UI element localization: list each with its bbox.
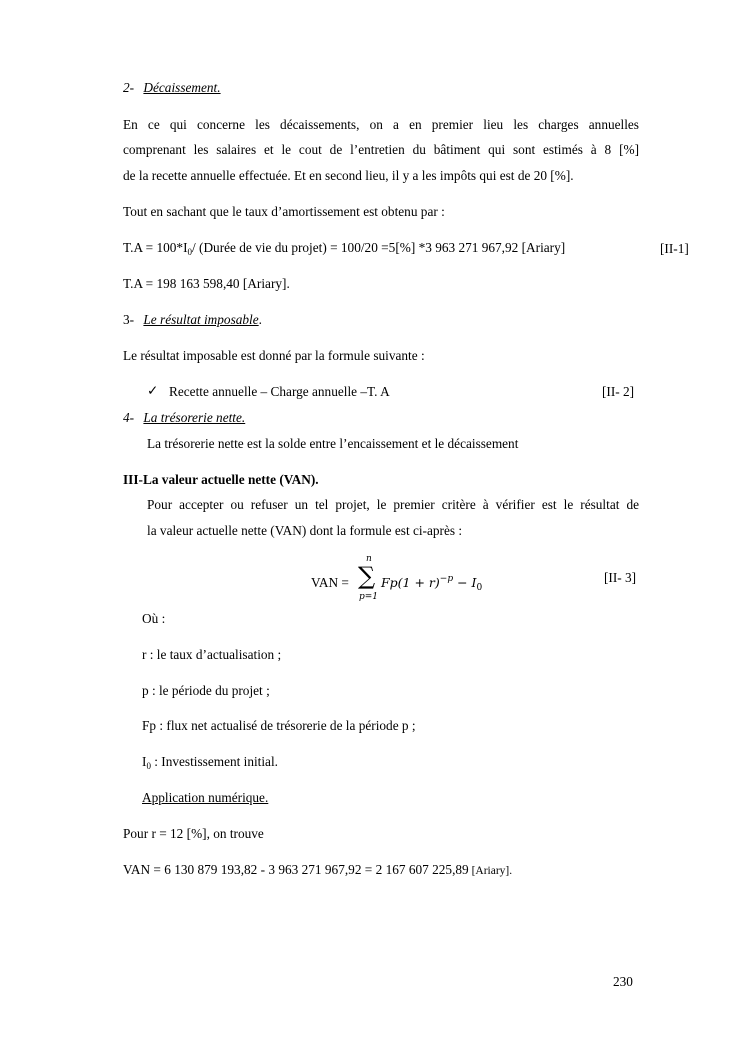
- formula-lhs: VAN =: [311, 575, 349, 590]
- ta-equation-part-a: T.A = 100*I: [123, 240, 188, 255]
- formula-body-term: Fp(1 + r): [381, 575, 440, 590]
- formula-lower-limit: p=1: [359, 592, 379, 602]
- definition-i0-symbol: I: [142, 754, 147, 769]
- van-result-value: VAN = 6 130 879 193,82 - 3 963 271 967,92 = 2 167 607 225,89: [123, 862, 469, 877]
- item-4-title: La trésorerie nette.: [143, 410, 246, 425]
- item-4-heading: [123, 410, 245, 426]
- paragraph-3: Le résultat imposable est donné par la formule suivante :: [123, 348, 425, 363]
- item-4-number: 4-: [123, 410, 135, 425]
- ta-result: T.A = 198 163 598,40 [Ariary].: [123, 276, 290, 291]
- formula-body: [381, 571, 482, 596]
- paragraph-2: Tout en sachant que le taux d’amortissement est obtenu par :: [123, 204, 445, 219]
- section-heading: III-La valeur actuelle nette (VAN).: [123, 472, 319, 487]
- item-2-number: 2-: [123, 80, 135, 95]
- formula-i-subscript: 0: [476, 583, 483, 593]
- formula-minus-i: − I: [453, 575, 477, 590]
- ta-equation-subscript: 0: [187, 247, 192, 257]
- definition-fp: Fp : flux net actualisé de trésorerie de la période p ;: [142, 718, 416, 733]
- application-heading: Application numérique.: [142, 790, 269, 805]
- van-result: [123, 862, 512, 879]
- equation-ref-ii-1: [II-1]: [660, 241, 689, 256]
- sigma-symbol: ∑: [358, 562, 376, 590]
- bullet-text: Recette annuelle – Charge annuelle –T. A: [169, 384, 390, 399]
- definition-r: r : le taux d’actualisation ;: [142, 647, 282, 662]
- paragraph-1-line-3: de la recette annuelle effectuée. Et en second lieu, il y a les impôts qui est de 20 [%].: [123, 168, 574, 183]
- section-intro-line-1: Pour accepter ou refuser un tel projet, le premier critère à vérifier est le résultat de: [147, 497, 639, 512]
- item-3-number: 3-: [123, 312, 135, 327]
- ta-equation: [123, 240, 565, 260]
- definitions-intro: Où :: [142, 611, 166, 626]
- item-2-title: Décaissement.: [143, 80, 221, 95]
- item-3-title: Le résultat imposable: [143, 312, 259, 327]
- equation-ref-ii-2: [II- 2]: [602, 384, 635, 399]
- item-3-title-suffix: .: [258, 312, 262, 327]
- definition-i0: [142, 754, 278, 774]
- definition-i0-text: : Investissement initial.: [150, 754, 278, 769]
- checkmark-icon: ✓: [147, 383, 159, 398]
- item-3-heading: [123, 312, 262, 328]
- definition-i0-subscript: 0: [146, 761, 151, 771]
- application-line-1: Pour r = 12 [%], on trouve: [123, 826, 264, 841]
- formula-exponent: −p: [439, 574, 454, 584]
- paragraph-4: La trésorerie nette est la solde entre l’encaissement et le décaissement: [147, 436, 519, 451]
- definition-p: p : le période du projet ;: [142, 683, 270, 698]
- item-2-heading: [123, 80, 221, 96]
- ta-equation-part-b: / (Durée de vie du projet) = 100/20 =5[%] *3 963 271 967,92 [Ariary]: [192, 240, 566, 255]
- paragraph-1-line-2: comprenant les salaires et le cout de l’entretien du bâtiment qui sont estimés à 8 [%]: [123, 142, 639, 157]
- van-result-unit: [Ariary].: [468, 865, 513, 877]
- paragraph-1-line-1: En ce qui concerne les décaissements, on a en premier lieu les charges annuelles: [123, 117, 639, 132]
- formula-upper-limit: n: [366, 554, 372, 564]
- page-number: 230: [613, 974, 633, 989]
- equation-ref-ii-3: [II- 3]: [604, 570, 637, 585]
- section-intro-line-2: la valeur actuelle nette (VAN) dont la formule est ci-après :: [147, 523, 463, 538]
